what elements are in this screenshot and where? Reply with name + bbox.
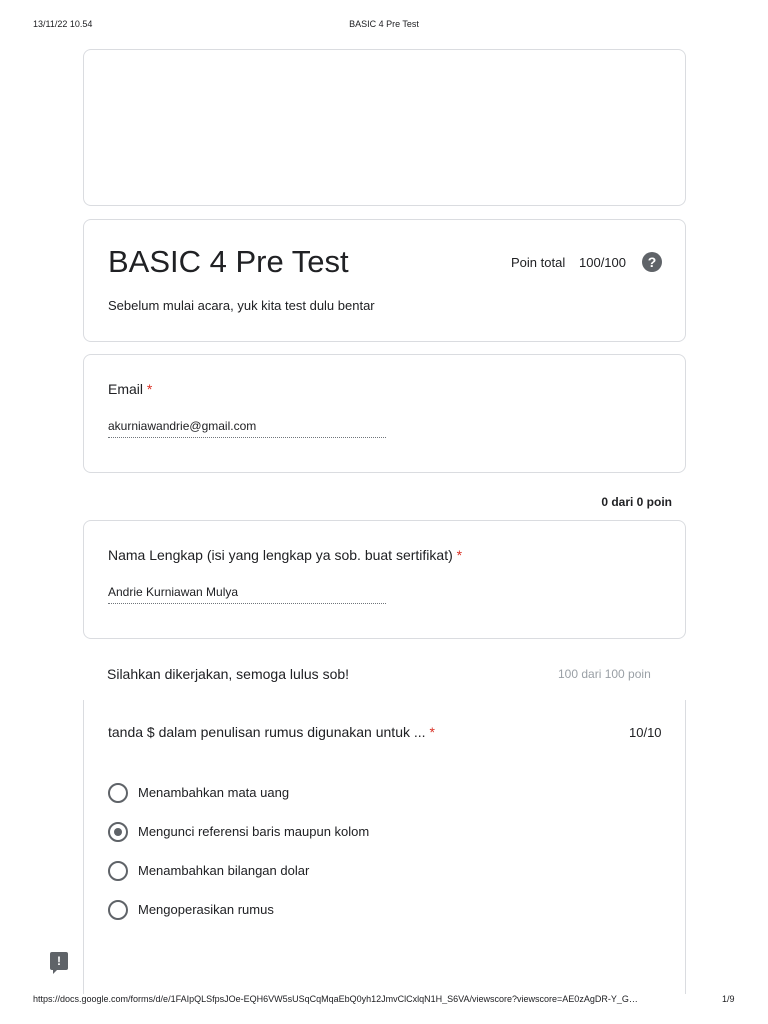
required-mark: * xyxy=(456,547,463,563)
feedback-icon[interactable]: ! xyxy=(50,952,68,970)
form-title-card xyxy=(83,219,686,342)
email-label: Email xyxy=(108,381,144,397)
email-answer: akurniawandrie@gmail.com xyxy=(108,419,257,433)
email-question-card xyxy=(83,354,686,473)
header-banner-card xyxy=(83,49,686,206)
radio-button-checked[interactable] xyxy=(108,822,128,842)
print-page-number: 1/9 xyxy=(722,994,735,1004)
help-icon[interactable]: ? xyxy=(642,252,662,272)
section-title: Silahkan dikerjakan, semoga lulus sob! xyxy=(107,666,350,682)
option-label: Mengoperasikan rumus xyxy=(138,902,274,917)
question-score: 10/10 xyxy=(629,725,662,740)
answer-underline xyxy=(108,603,386,604)
answer-underline xyxy=(108,437,386,438)
question-text xyxy=(108,724,435,740)
print-date: 13/11/22 10.54 xyxy=(33,19,93,29)
multiple-choice-question-card xyxy=(83,700,686,994)
section-score: 100 dari 100 poin xyxy=(558,667,651,681)
name-question-card xyxy=(83,520,686,639)
question-label: tanda $ dalam penulisan rumus digunakan untuk ... xyxy=(108,724,426,740)
name-answer: Andrie Kurniawan Mulya xyxy=(108,585,239,599)
required-mark: * xyxy=(429,724,435,740)
question-label xyxy=(108,547,462,563)
form-description: Sebelum mulai acara, yuk kita test dulu bentar xyxy=(108,298,375,313)
radio-button[interactable] xyxy=(108,783,128,803)
section-points: 0 dari 0 poin xyxy=(601,495,672,509)
option-label: Mengunci referensi baris maupun kolom xyxy=(138,824,370,839)
print-title: BASIC 4 Pre Test xyxy=(349,19,419,29)
print-footer xyxy=(0,994,768,1008)
radio-button[interactable] xyxy=(108,861,128,881)
option-label: Menambahkan bilangan dolar xyxy=(138,863,310,878)
radio-button[interactable] xyxy=(108,900,128,920)
print-url: https://docs.google.com/forms/d/e/1FAIpQLSfpsJOe-EQH6VW5sUSqCqMqaEbQ0yh12JmvClCxlqN1H_S6VA/viewscore?viewscore=AE0zAgDR-Y_G… xyxy=(33,994,638,1004)
name-label: Nama Lengkap (isi yang lengkap ya sob. buat sertifikat) xyxy=(108,547,453,563)
points-total-label: Poin total xyxy=(511,255,566,270)
option-label: Menambahkan mata uang xyxy=(138,785,290,800)
points-total-value: 100/100 xyxy=(579,255,626,270)
print-header xyxy=(0,19,768,33)
question-label xyxy=(108,381,152,397)
form-title: BASIC 4 Pre Test xyxy=(108,244,349,279)
required-mark: * xyxy=(146,381,153,397)
